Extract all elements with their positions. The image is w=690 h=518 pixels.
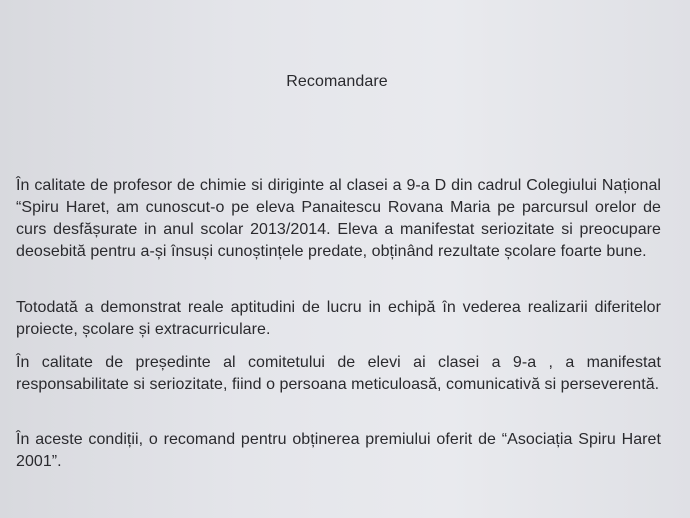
- paragraph-teamwork: Totodată a demonstrat reale aptitudini de lucru in echipă în vederea realizarii diferitelor proiecte, școlare și extracurriculare.: [16, 299, 661, 338]
- document-title: Recomandare: [286, 73, 388, 90]
- paragraph-introduction: În calitate de profesor de chimie si diriginte al clasei a 9-a D din cadrul Colegiului Național “Spiru Haret, am cunoscut-o pe eleva Panaitescu Rovana Maria pe parcursul orelor de curs desfășurate in anul scolar 2013/2014. Eleva a manifestat seriozitate si preocupare deosebită pentru a-și însuși cunoștințele predate, obținând rezultate școlare foarte bune.: [16, 177, 661, 260]
- paragraph-class-committee: În calitate de președinte al comitetului de elevi ai clasei a 9-a , a manifestat responsabilitate si seriozitate, fiind o persoana meticuloasă, comunicativă si perseverentă.: [16, 354, 661, 393]
- paragraph-recommendation: În aceste condiții, o recomand pentru obținerea premiului oferit de “Asociația Spiru Haret 2001”.: [16, 431, 661, 470]
